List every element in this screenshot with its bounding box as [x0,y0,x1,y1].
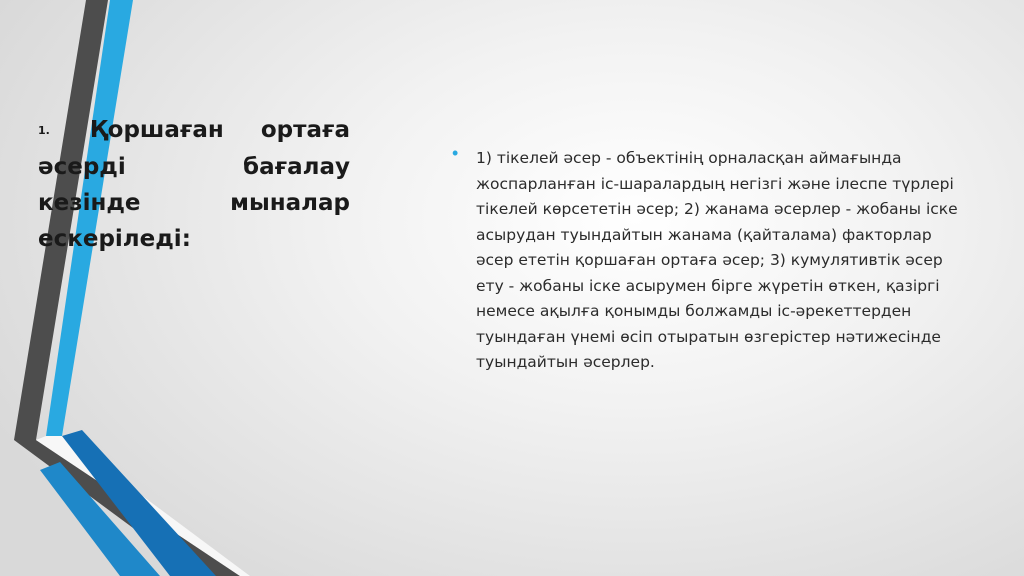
bullet-icon: • [452,143,459,163]
bullet-item [452,143,972,376]
title-text: Қоршаған ортаға әсерді бағалау кезінде мыналар ескеріледі: [38,117,350,252]
content-block [452,143,972,376]
bullet-text: 1) тікелей әсер - объектінің орналасқан аймағында жоспарланған іс-шаралардың негізгі және ілеспе түрлері тікелей көрсететін әсер; 2) жанама әсерлер - жобаны іске асырудан туындайтын жанама (қайталама) факторлар әсер ететін қоршаған ортаға әсер; 3) кумулятивтік әсер ету - жобаны іске асырумен бірге жүретін өткен, қазіргі немесе ақылға қонымды болжамды іс-әрекеттерден туындаған үнемі өсіп отыратын өзгерістер нәтижесінде туындайтын әсерлер. [476,149,958,371]
slide-title [38,112,350,257]
title-number: 1. [38,123,50,137]
